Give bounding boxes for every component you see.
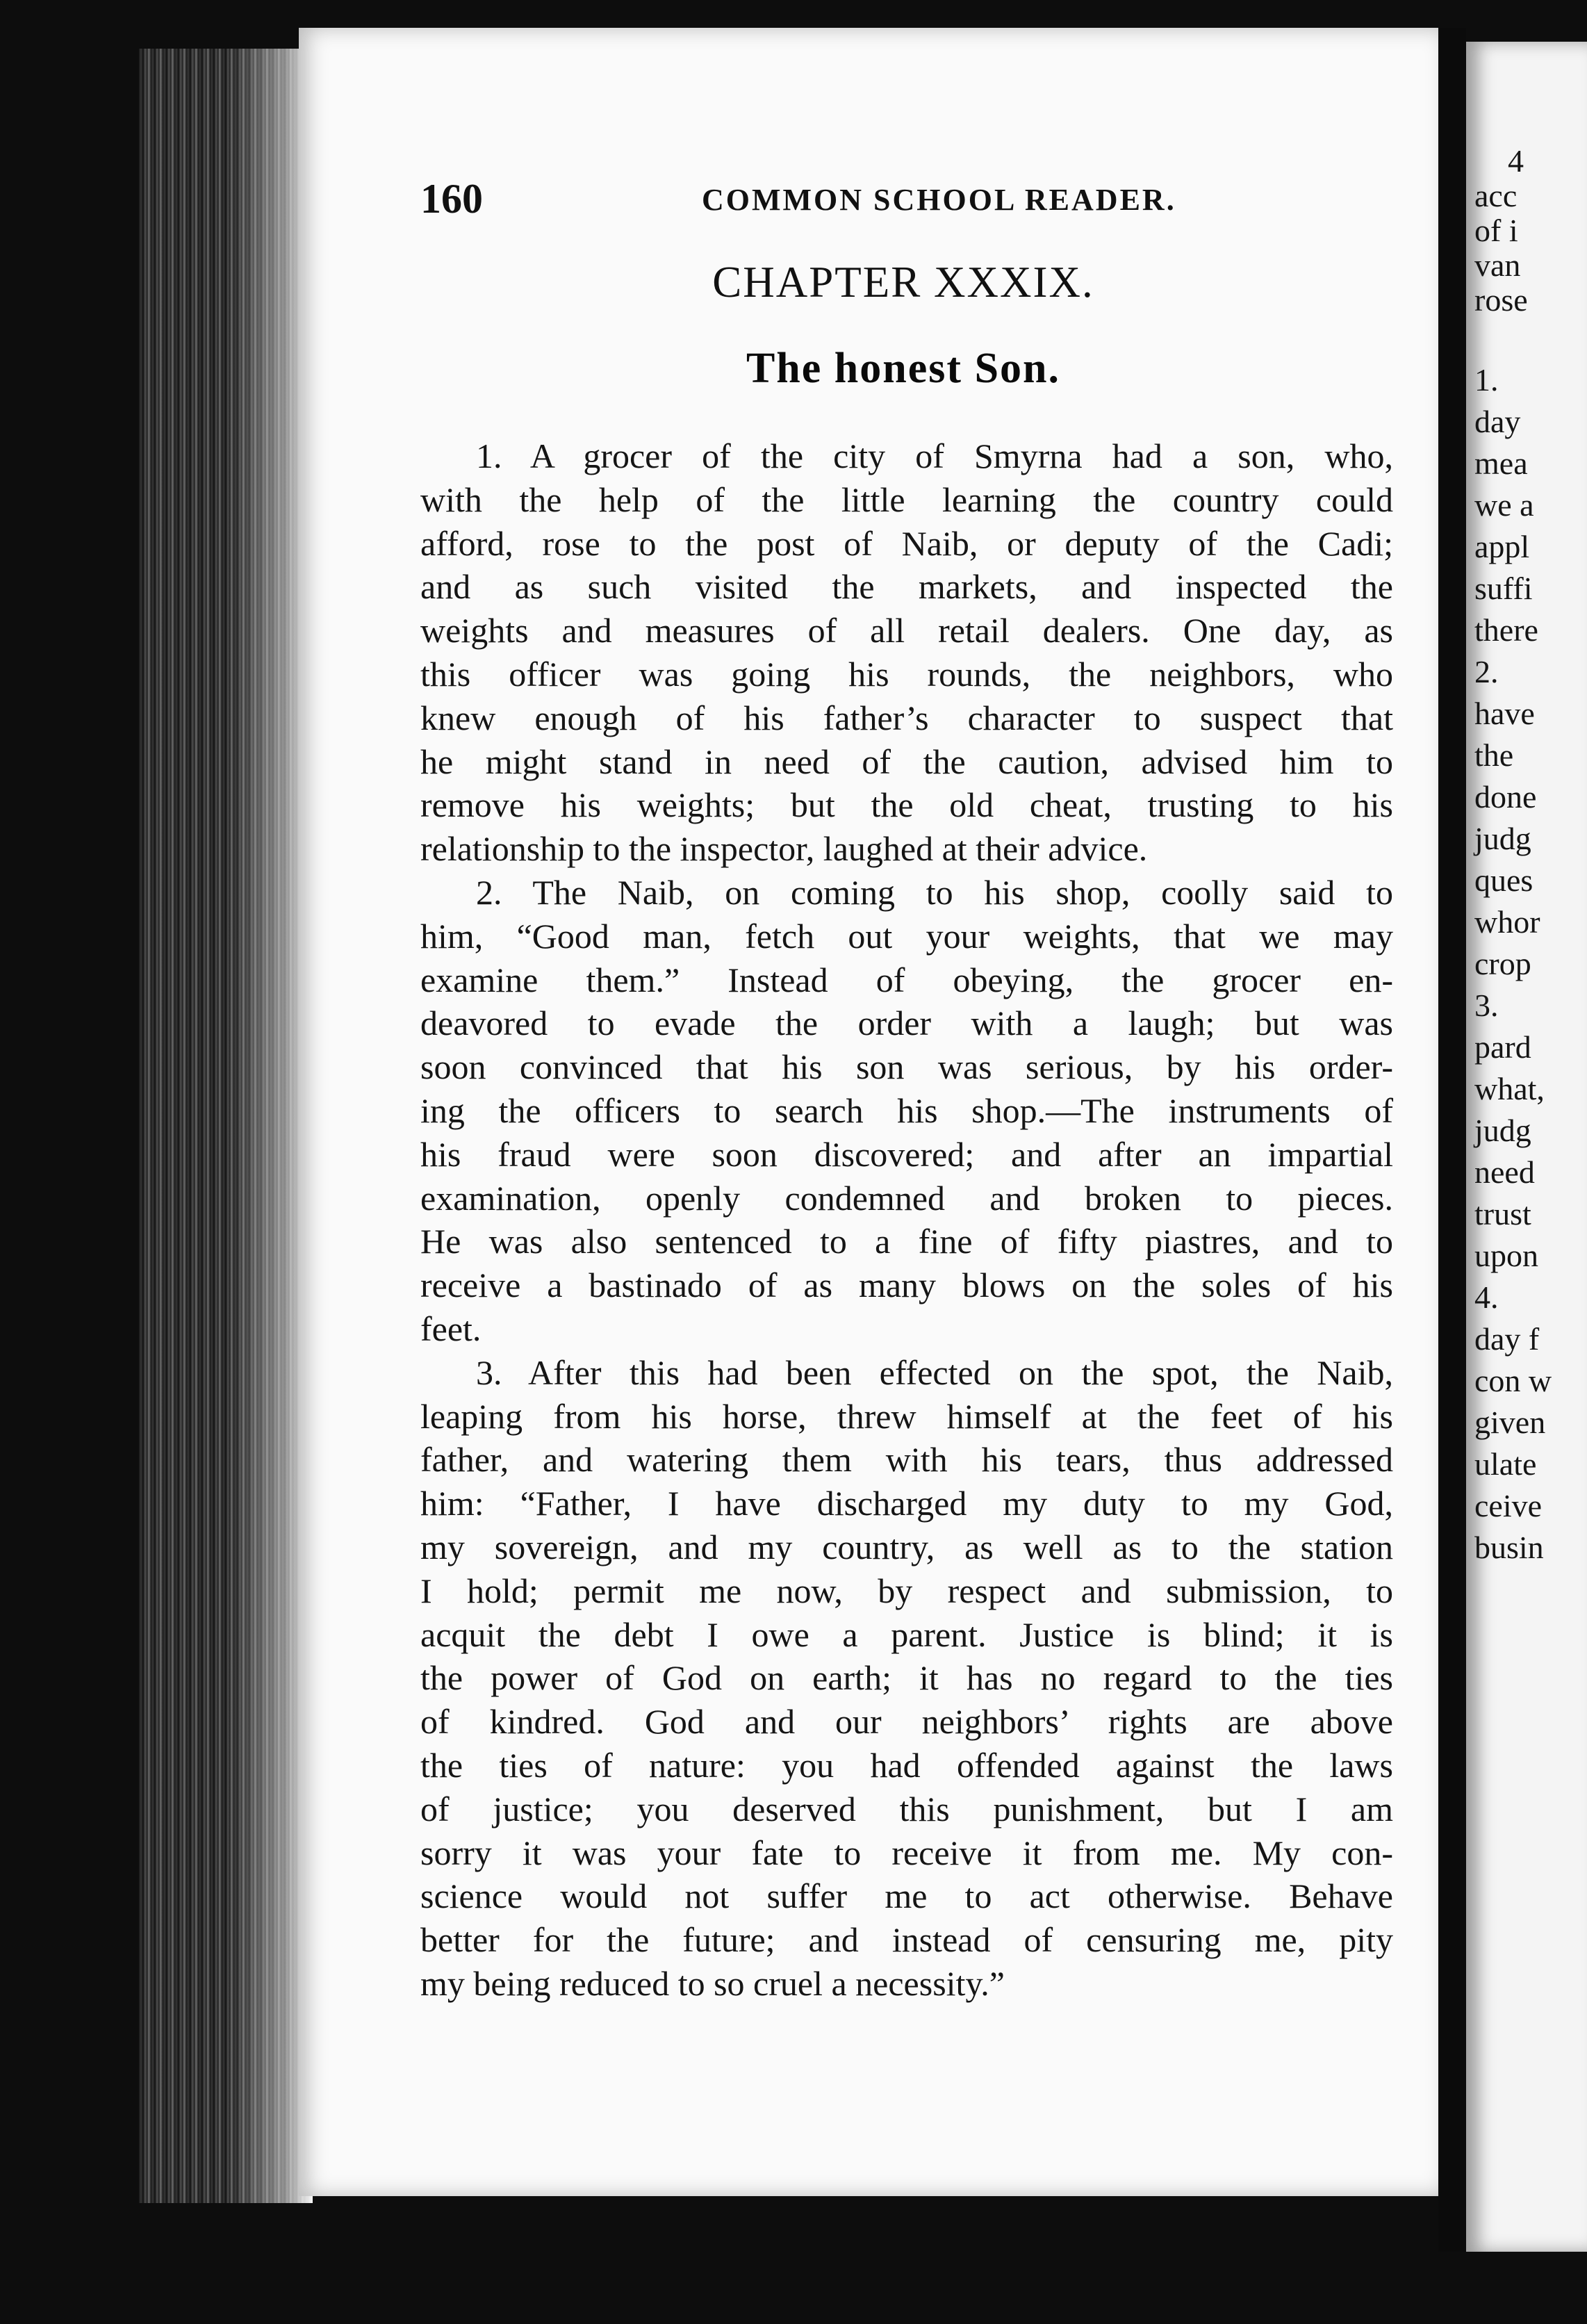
text-line: feet.: [420, 1309, 482, 1348]
text-line: examination, openly condemned and broken to pieces.: [420, 1178, 1393, 1218]
facing-page-text-line: day f: [1474, 1321, 1540, 1357]
facing-page-text-line: day: [1474, 404, 1521, 439]
text-line: leaping from his horse, threw himself at the feet of his: [420, 1396, 1393, 1436]
facing-page-text-line: upon: [1474, 1238, 1538, 1273]
text-line: acquit the debt I owe a parent. Justice is blind; it is: [420, 1614, 1393, 1654]
text-line: remove his weights; but the old cheat, trusting to his: [420, 785, 1393, 825]
text-line: 3. After this had been effected on the spot, the Naib,: [476, 1352, 1393, 1392]
text-line: knew enough of his father’s character to suspect that: [420, 698, 1393, 737]
facing-page-text-line: ceive: [1474, 1488, 1543, 1523]
facing-page-text-line: have: [1474, 696, 1535, 731]
facing-page-text-line: judg: [1474, 821, 1531, 856]
text-line: science would not suffer me to act otherwise. Behave: [420, 1876, 1393, 1916]
facing-page-text-line: whor: [1474, 904, 1540, 940]
facing-page-text-line: acc: [1474, 178, 1518, 213]
text-line: afford, rose to the post of Naib, or deputy of the Cadi;: [420, 523, 1393, 563]
running-head: COMMON SCHOOL READER.: [702, 183, 1176, 217]
facing-page-text-line: there: [1474, 612, 1538, 648]
text-line: the ties of nature: you had offended against the laws: [420, 1745, 1393, 1785]
text-line: he might stand in need of the caution, advised him to: [420, 742, 1393, 781]
facing-page-text-line: pard: [1474, 1029, 1531, 1065]
text-line: better for the future; and instead of censuring me, pity: [420, 1920, 1393, 1960]
facing-page-text-line: 3.: [1474, 988, 1499, 1023]
facing-page-text-line: appl: [1474, 529, 1530, 564]
text-line: I hold; permit me now, by respect and submission, to: [420, 1571, 1393, 1610]
text-line: my sovereign, and my country, as well as to the station: [420, 1527, 1393, 1566]
text-line: this officer was going his rounds, the neighbors, who: [420, 654, 1393, 694]
facing-page-text-line: van: [1474, 247, 1521, 283]
facing-page-text-line: 4.: [1474, 1279, 1499, 1315]
text-line: father, and watering them with his tears, thus addressed: [420, 1440, 1393, 1480]
facing-page-text-line: mea: [1474, 445, 1528, 481]
text-line: receive a bastinado of as many blows on the soles of his: [420, 1266, 1393, 1305]
facing-page-text-line: con w: [1474, 1363, 1552, 1398]
facing-page-text-line: judg: [1474, 1113, 1531, 1148]
text-line: sorry it was your fate to receive it from me. My con-: [420, 1833, 1393, 1872]
facing-page-text-line: rose: [1474, 282, 1528, 318]
facing-page-text-line: given: [1474, 1405, 1546, 1440]
facing-page-fragment: [1466, 42, 1587, 2252]
text-line: his fraud were soon discovered; and after an impartial: [420, 1134, 1393, 1174]
text-line: examine them.” Instead of obeying, the grocer en-: [420, 960, 1393, 999]
text-line: weights and measures of all retail dealers. One day, as: [420, 611, 1393, 650]
text-line: him, “Good man, fetch out your weights, that we may: [420, 916, 1393, 956]
facing-page-text-line: need: [1474, 1154, 1535, 1190]
chapter-title: The honest Son.: [746, 345, 1061, 392]
text-line: deavored to evade the order with a laugh; but was: [420, 1004, 1393, 1043]
text-line: of justice; you deserved this punishment, but I am: [420, 1789, 1393, 1828]
facing-page-text-line: ulate: [1474, 1446, 1537, 1482]
text-line: the power of God on earth; it has no regard to the ties: [420, 1658, 1393, 1698]
text-line: relationship to the inspector, laughed at their advice.: [420, 829, 1148, 869]
page-gutter: [1438, 28, 1466, 2252]
facing-page-text-line: crop: [1474, 946, 1531, 981]
chapter-body: [420, 434, 1393, 2006]
text-line: and as such visited the markets, and inspected the: [420, 567, 1393, 607]
text-line: 1. A grocer of the city of Smyrna had a son, who,: [476, 436, 1393, 475]
facing-page-text-line: what,: [1474, 1071, 1545, 1106]
facing-page-text-line: 4: [1508, 143, 1524, 179]
facing-page-text-line: 1.: [1474, 362, 1499, 398]
facing-page-text-line: the: [1474, 737, 1514, 773]
facing-page-text-line: we a: [1474, 487, 1534, 523]
page-number: 160: [420, 176, 483, 222]
facing-page-text-line: 2.: [1474, 654, 1499, 689]
text-line: with the help of the little learning the country could: [420, 480, 1393, 519]
facing-page-text-line: trust: [1474, 1196, 1531, 1231]
facing-page-text-line: suffi: [1474, 571, 1533, 606]
chapter-heading: CHAPTER XXXIX.: [712, 258, 1094, 306]
text-line: He was also sentenced to a fine of fifty piastres, and to: [420, 1222, 1393, 1261]
text-line: him: “Father, I have discharged my duty to my God,: [420, 1484, 1393, 1523]
facing-page-text-line: of i: [1474, 213, 1518, 248]
facing-page-text-line: ques: [1474, 862, 1533, 898]
text-line: 2. The Naib, on coming to his shop, coolly said to: [476, 872, 1393, 912]
facing-page-text-line: done: [1474, 779, 1537, 815]
text-line: of kindred. God and our neighbors’ rights are above: [420, 1702, 1393, 1742]
text-line: ing the officers to search his shop.—The instruments of: [420, 1090, 1393, 1130]
text-line: my being reduced to so cruel a necessity.”: [420, 1963, 1005, 2003]
facing-page-text-line: busin: [1474, 1530, 1544, 1565]
text-line: soon convinced that his son was serious, by his order-: [420, 1047, 1393, 1087]
